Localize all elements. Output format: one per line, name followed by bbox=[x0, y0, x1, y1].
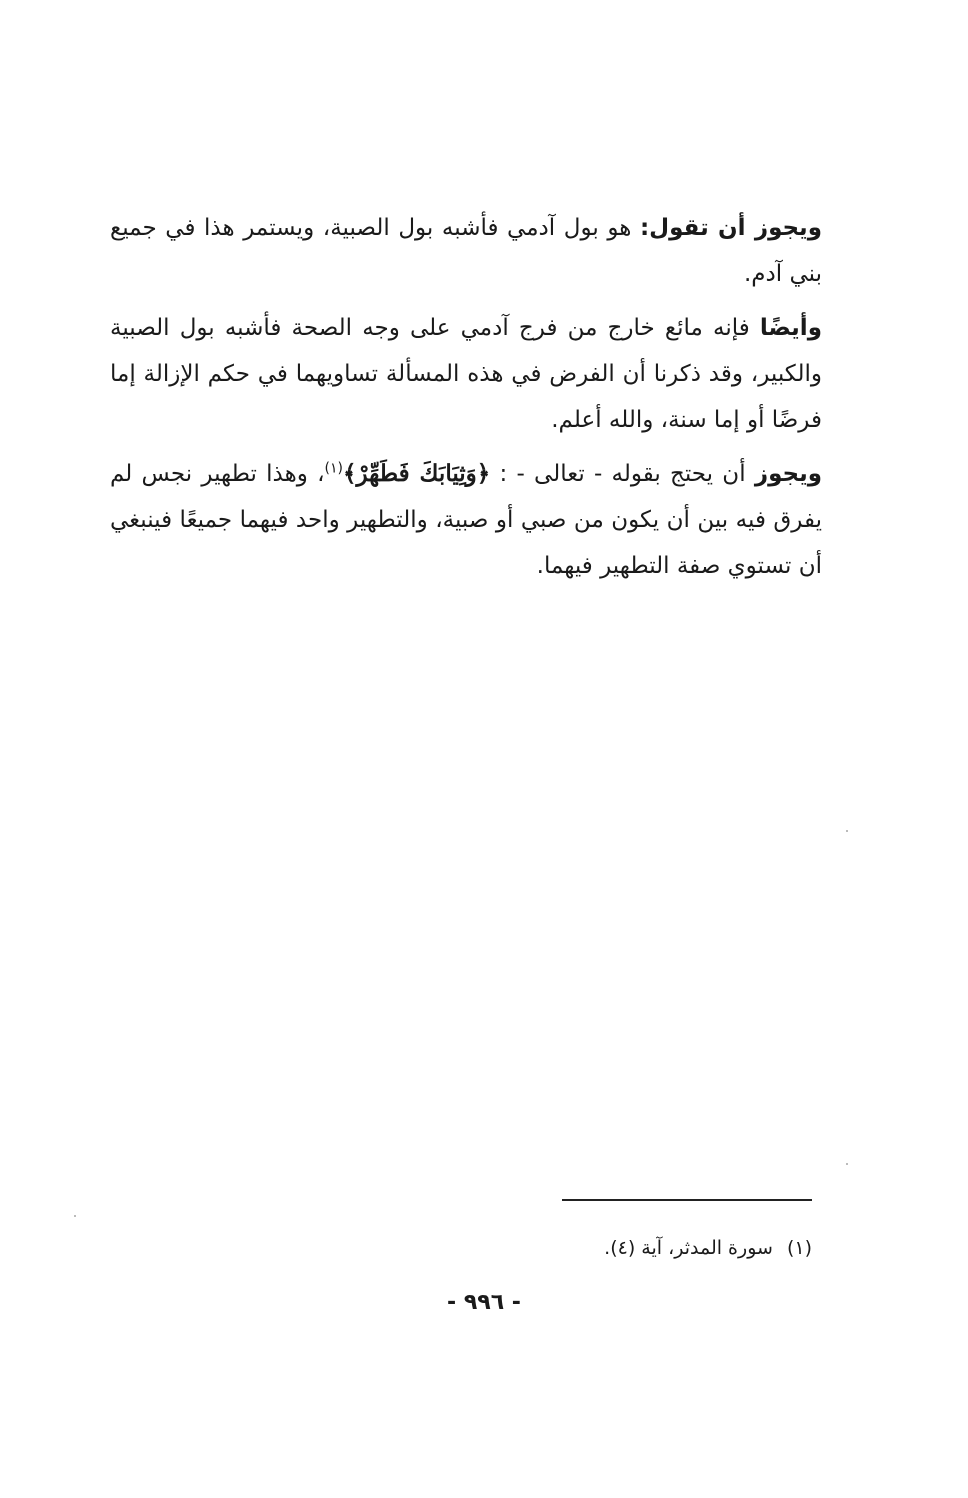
paragraph-lead: ويجوز أن تقول: bbox=[639, 215, 822, 241]
page-number: - ٩٩٦ - bbox=[447, 1290, 521, 1315]
quran-verse: ﴿وَثِيَابَكَ فَطَهِّرْ﴾ bbox=[342, 460, 491, 487]
footnote bbox=[400, 1232, 812, 1264]
paragraph-text: أن يحتج بقوله - تعالى - : bbox=[490, 461, 755, 487]
scan-speck bbox=[846, 830, 848, 832]
paragraph-lead: ويجوز bbox=[754, 461, 823, 487]
main-text bbox=[110, 205, 822, 597]
paragraph-1 bbox=[110, 205, 822, 297]
footnote-separator bbox=[562, 1199, 812, 1201]
footnote-marker: (١) bbox=[324, 460, 343, 477]
paragraph-3 bbox=[110, 451, 822, 589]
footnote-number: (١) bbox=[786, 1237, 812, 1259]
paragraph-text: هو بول آدمي فأشبه بول الصبية، ويستمر هذا في جميع بني آدم. bbox=[110, 215, 822, 287]
paragraph-lead: وأيضًا bbox=[759, 315, 822, 341]
footnote-text: سورة المدثر، آية (٤). bbox=[604, 1237, 773, 1259]
paragraph-text: فإنه مائع خارج من فرج آدمي على وجه الصحة فأشبه بول الصبية والكبير، وقد ذكرنا أن الفرض في هذه المسألة تساويهما في حكم الإزالة إما فرضًا أو إما سنة، والله أعلم. bbox=[110, 315, 822, 433]
scan-speck bbox=[74, 1215, 76, 1217]
paragraph-2 bbox=[110, 305, 822, 443]
paragraph-text: ، وهذا تطهير نجس لم يفرق فيه بين أن يكون من صبي أو صبية، والتطهير واحد فيهما جميعًا فينبغي أن تستوي صفة التطهير فيهما. bbox=[110, 461, 822, 579]
scan-speck bbox=[846, 1163, 848, 1165]
